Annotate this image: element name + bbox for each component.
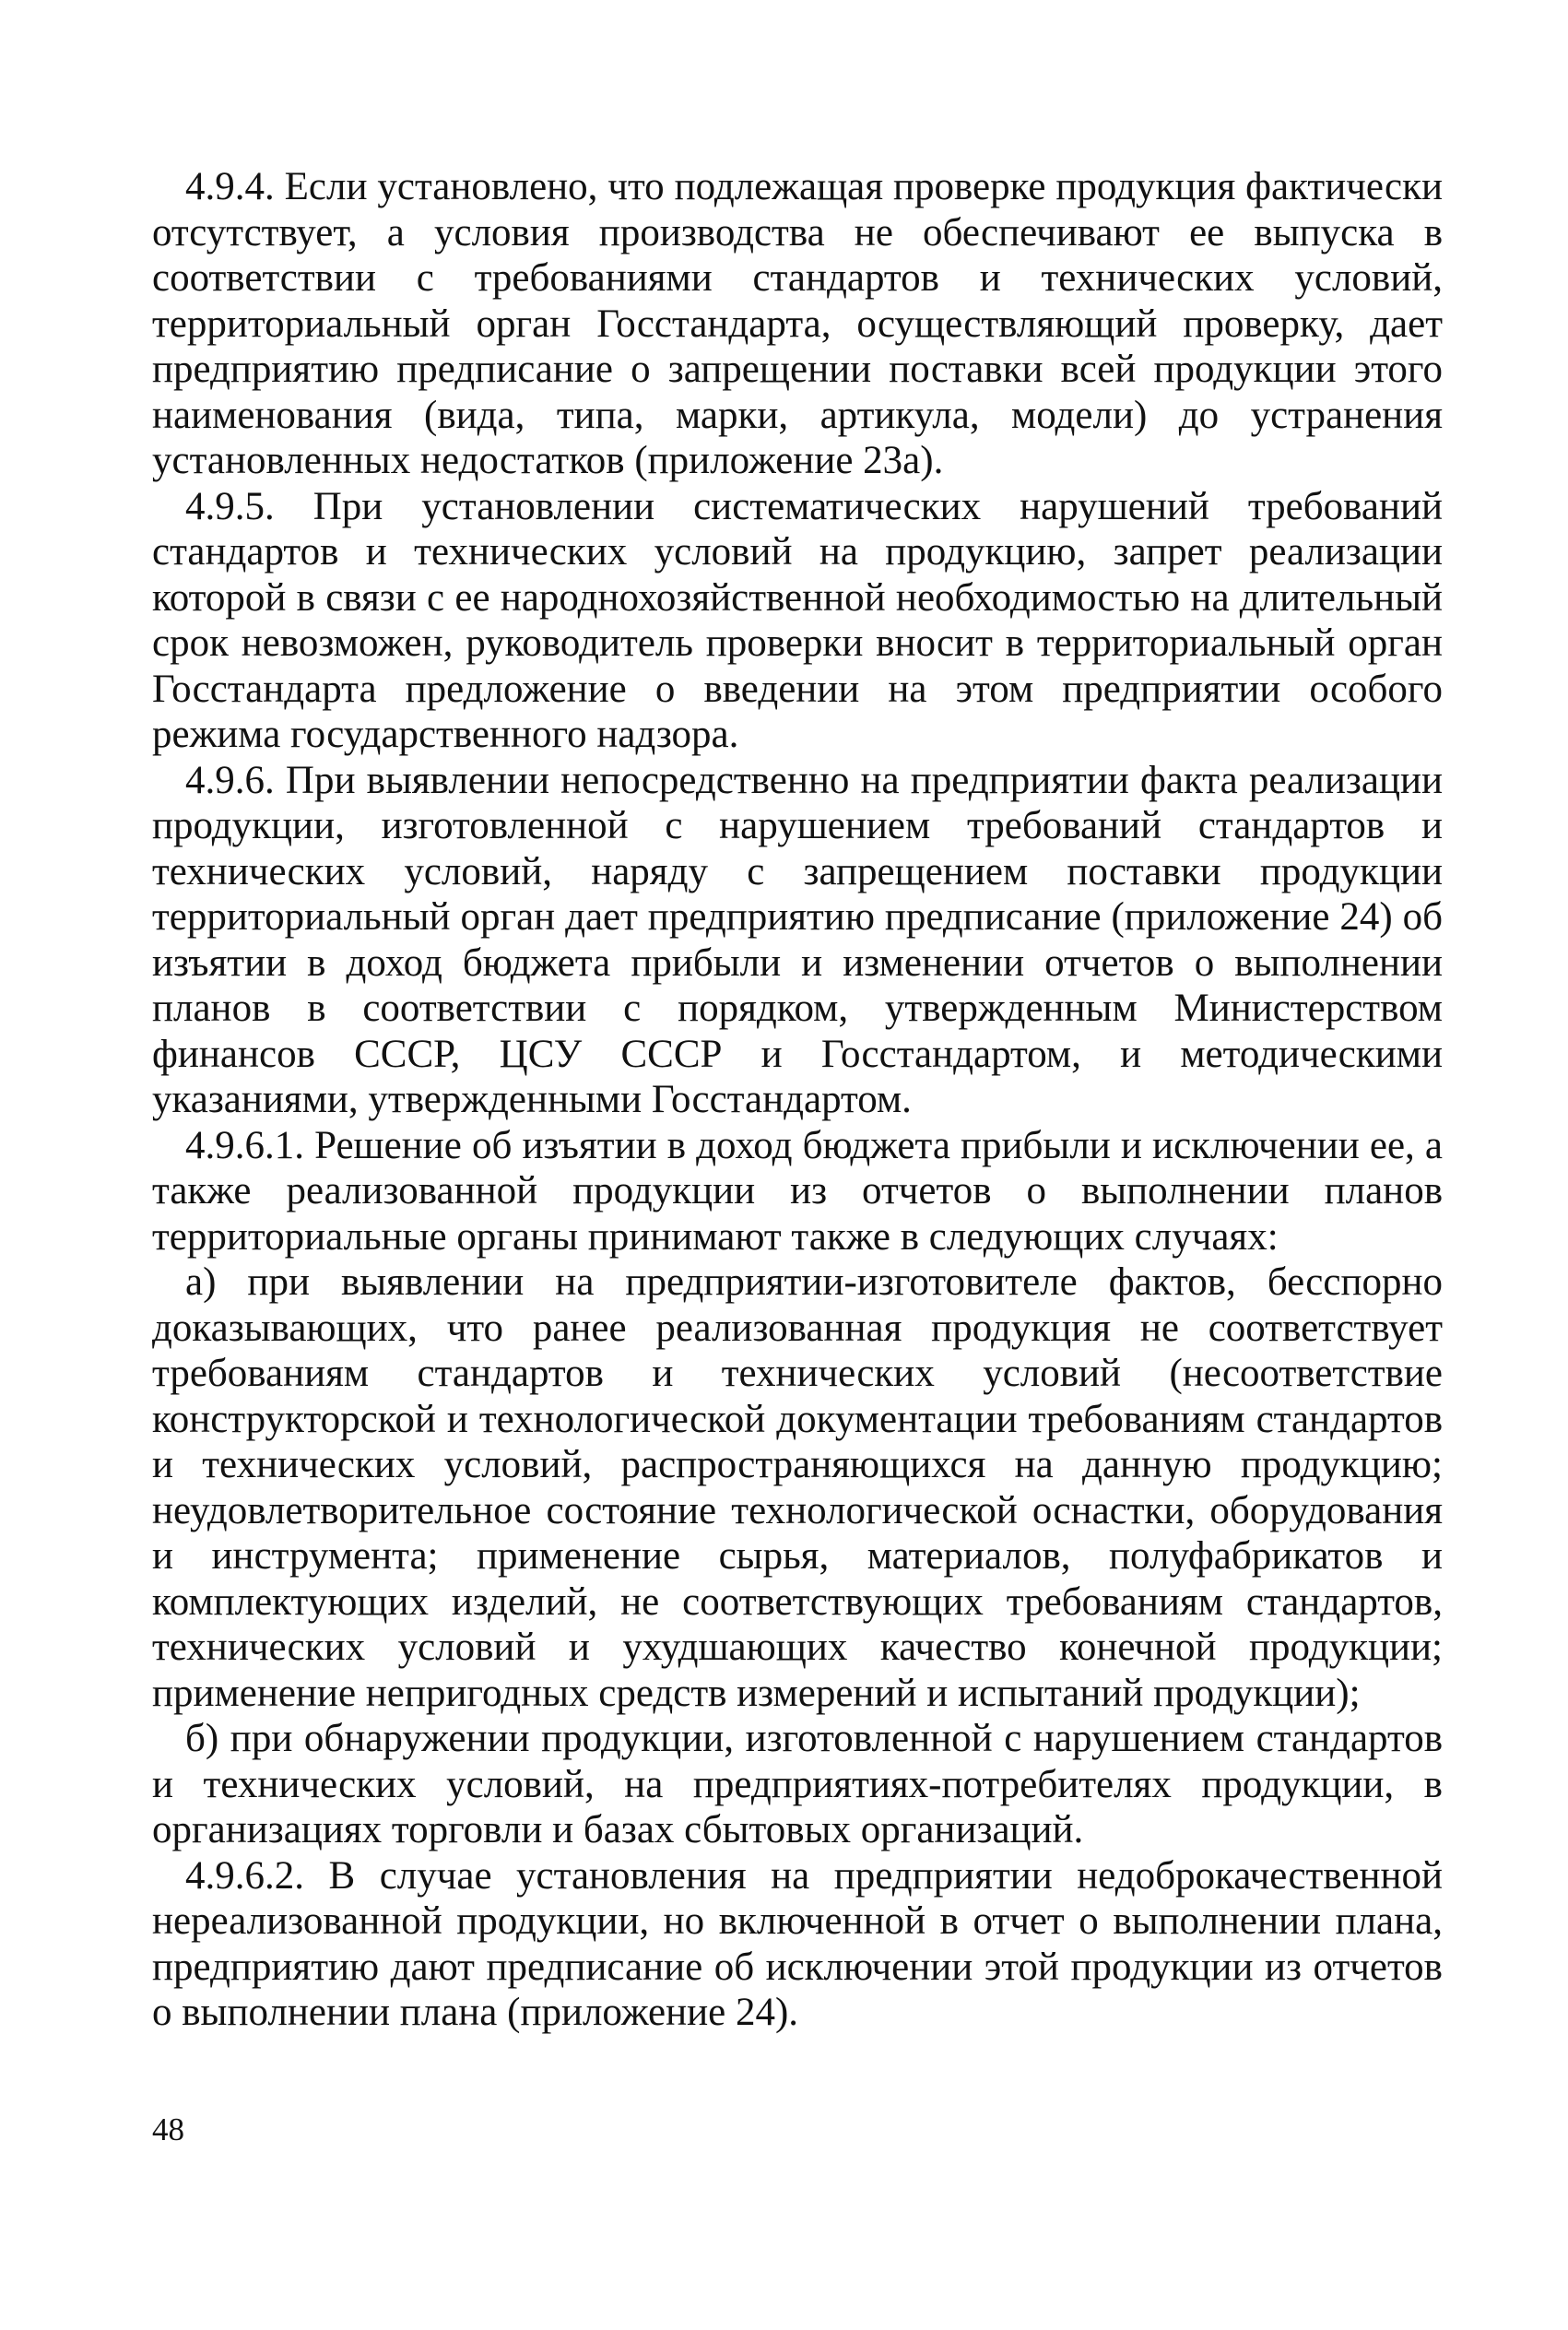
document-page [152,164,1443,2036]
paragraph-4-9-4: 4.9.4. Если установлено, что подлежащая проверке продукция фактически отсутствует, а условия производства не обеспечивают ее выпуска в соответствии с требованиями стандартов и технических условий, территориальный орган Госстандарта, осуществляющий проверку, дает предприятию предписание о запрещении поставки всей продукции этого наименования (вида, типа, марки, артикула, модели) до устранения установленных недостатков (приложение 23а). [152,165,1443,482]
paragraph-4-9-6-2: 4.9.6.2. В случае установления на предприятии недоброкачественной нереализованной продукции, но включенной в отчет о выполнении плана, предприятию дают предписание об исключении этой продукции из отчетов о выполнении плана (приложение 24). [152,1853,1443,2034]
page-number: 48 [152,2111,184,2147]
paragraph-4-9-6: 4.9.6. При выявлении непосредственно на предприятии факта реализации продукции, изготовленной с нарушением требований стандартов и технических условий, наряду с запрещением поставки продукции территориальный орган дает предприятию предписание (приложение 24) об изъятии в доход бюджета прибыли и изменении отчетов о выполнении планов в соответствии с порядком, утвержденным Министерством финансов СССР, ЦСУ СССР и Госстандартом, и методическими указаниями, утвержденными Госстандартом. [152,758,1443,1121]
paragraph-item-b: б) при обнаружении продукции, изготовленной с нарушением стандартов и технических условий, на предприятиях-потребителях продукции, в организациях торговли и базах сбытовых организаций. [152,1717,1443,1851]
paragraph-item-a: а) при выявлении на предприятии-изготовителе фактов, бесспорно доказывающих, что ранее реализованная продукция не соответствует требованиям стандартов и технических условий (несоответствие конструкторской и технологической документации требованиям стандартов и технических условий, распространяющихся на данную продукцию; неудовлетворительное состояние технологической оснастки, оборудования и инструмента; применение сырья, материалов, полуфабрикатов и комплектующих изделий, не соответствующих требованиям стандартов, технических условий и ухудшающих качество конечной продукции; применение непригодных средств измерений и испытаний продукции); [152,1260,1443,1715]
paragraph-4-9-6-1: 4.9.6.1. Решение об изъятии в доход бюджета прибыли и исключении ее, а также реализованной продукции из отчетов о выполнении планов территориальные органы принимают также в следующих случаях: [152,1123,1443,1259]
paragraph-4-9-5: 4.9.5. При установлении систематических нарушений требований стандартов и технических условий на продукцию, запрет реализации которой в связи с ее народнохозяйственной необходимостью на длительный срок невозможен, руководитель проверки вносит в территориальный орган Госстандарта предложение о введении на этом предприятии особого режима государственного надзора. [152,484,1443,756]
